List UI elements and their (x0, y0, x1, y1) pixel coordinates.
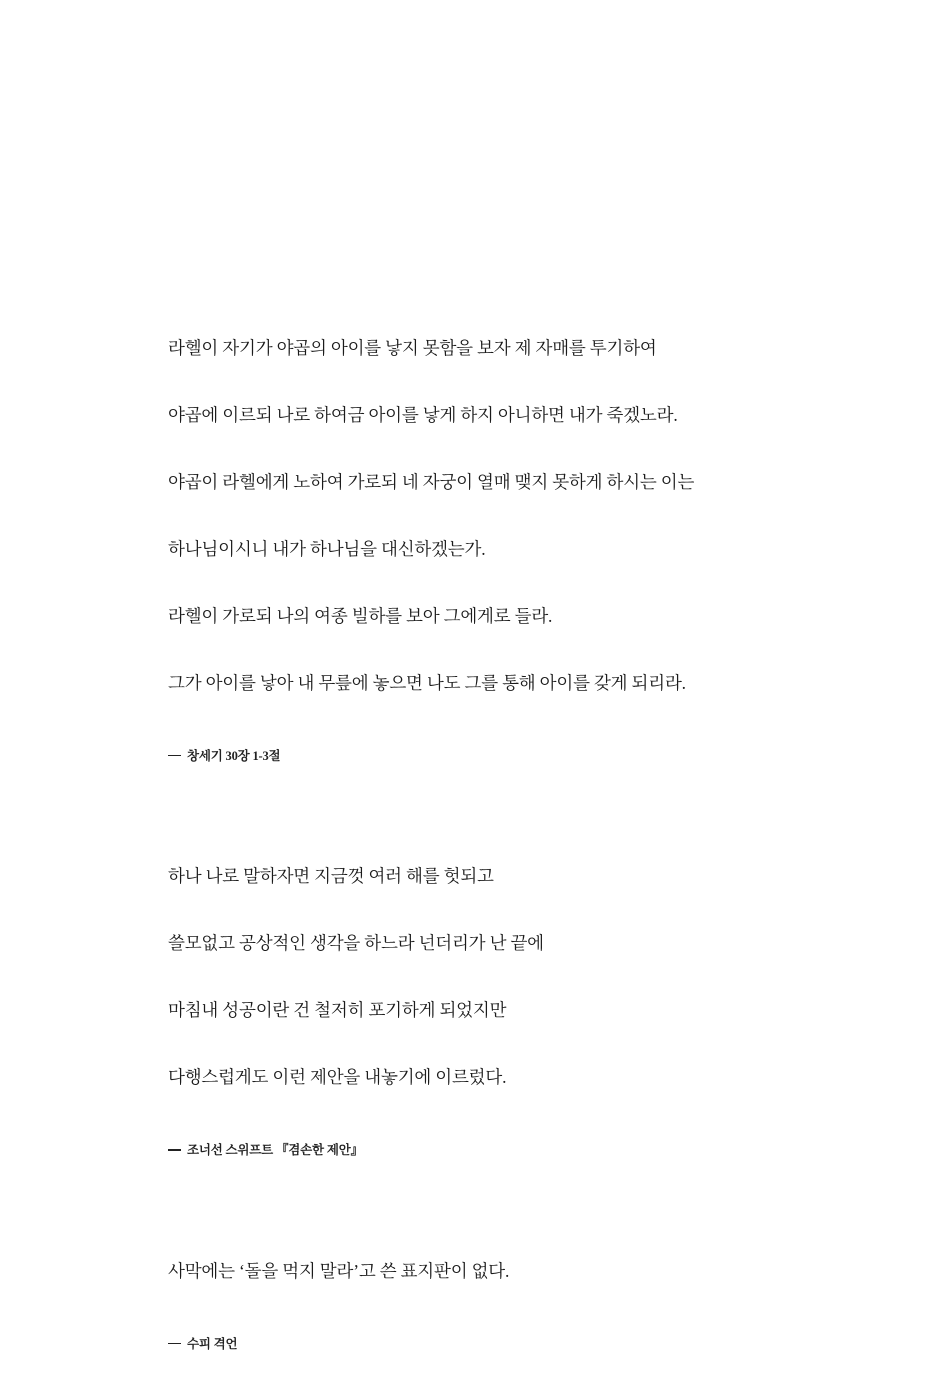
epigraph-swift (168, 827, 828, 1160)
em-dash-icon (168, 755, 181, 757)
quote-line: 라헬이 가로되 나의 여종 빌하를 보아 그에게로 들라. (168, 605, 553, 626)
quote-attribution (168, 1335, 828, 1353)
quote-line: 야곱이 라헬에게 노하여 가로되 네 자궁이 열매 맺지 못하게 하시는 이는 (168, 471, 695, 492)
quote-attribution (168, 1141, 828, 1159)
quote-line: 다행스럽게도 이런 제안을 내놓기에 이르렀다. (168, 1067, 507, 1087)
quote-attribution (168, 747, 828, 765)
quote-source: 창세기 30장 1-3절 (187, 748, 281, 763)
epigraph-list (168, 298, 828, 1353)
em-dash-icon (168, 1149, 181, 1151)
quote-line: 사막에는 ‘돌을 먹지 말라’고 쓴 표지판이 없다. (168, 1260, 510, 1281)
quote-line: 마침내 성공이란 건 철저히 포기하게 되었지만 (168, 1000, 507, 1020)
epigraph-genesis (168, 298, 828, 765)
quote-line: 하나님이시니 내가 하나님을 대신하겠는가. (168, 538, 486, 559)
quote-line: 야곱에 이르되 나로 하여금 아이를 낳게 하지 아니하면 내가 죽겠노라. (168, 404, 678, 425)
quote-line: 하나 나로 말하자면 지금껏 여러 해를 헛되고 (168, 866, 494, 886)
quote-line: 그가 아이를 낳아 내 무릎에 놓으면 나도 그를 통해 아이를 갖게 되리라. (168, 672, 686, 693)
quote-text (168, 298, 828, 734)
quote-source: 수피 격언 (187, 1336, 238, 1351)
quote-source: 조너선 스위프트 『겸손한 제안』 (187, 1143, 363, 1157)
quote-text (168, 827, 828, 1129)
quote-line: 쓸모없고 공상적인 생각을 하느라 넌더리가 난 끝에 (168, 933, 544, 953)
quote-line: 라헬이 자기가 야곱의 아이를 낳지 못함을 보자 제 자매를 투기하여 (168, 337, 657, 358)
quote-text (168, 1221, 828, 1322)
em-dash-icon (168, 1343, 181, 1345)
epigraph-sufi (168, 1221, 828, 1353)
